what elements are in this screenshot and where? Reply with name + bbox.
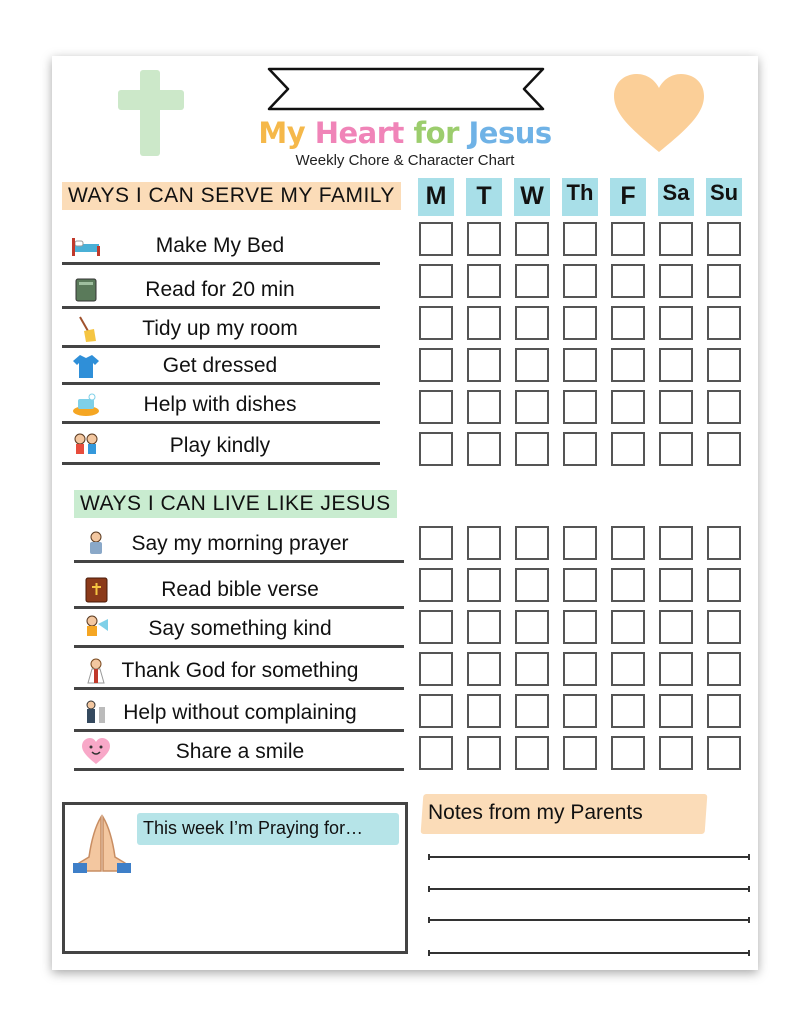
- jesus-row-divider: [74, 645, 404, 648]
- family-checkbox[interactable]: [515, 390, 549, 424]
- family-row-label: Get dressed: [162, 354, 278, 377]
- jesus-checkbox[interactable]: [659, 526, 693, 560]
- page-title: [52, 116, 758, 150]
- family-checkbox[interactable]: [707, 390, 741, 424]
- jesus-checkbox[interactable]: [563, 736, 597, 770]
- megaphone-child-icon: [82, 615, 108, 641]
- family-checkbox[interactable]: [659, 222, 693, 256]
- family-checkbox[interactable]: [563, 348, 597, 382]
- family-checkbox[interactable]: [467, 390, 501, 424]
- jesus-checkbox[interactable]: [419, 610, 453, 644]
- family-checkbox[interactable]: [659, 348, 693, 382]
- family-checkbox[interactable]: [611, 264, 645, 298]
- jesus-checkbox[interactable]: [659, 652, 693, 686]
- family-checkbox[interactable]: [419, 390, 453, 424]
- jesus-checkbox[interactable]: [563, 694, 597, 728]
- book-icon: [72, 276, 98, 302]
- jesus-checkbox[interactable]: [515, 568, 549, 602]
- jesus-checkbox[interactable]: [611, 610, 645, 644]
- family-checkbox[interactable]: [611, 390, 645, 424]
- ribbon-banner: [266, 66, 546, 112]
- family-checkbox[interactable]: [419, 222, 453, 256]
- notes-line[interactable]: [428, 919, 750, 921]
- jesus-row-label: Thank God for something: [121, 659, 359, 682]
- jesus-checkbox[interactable]: [707, 736, 741, 770]
- family-checkbox[interactable]: [515, 222, 549, 256]
- notes-line[interactable]: [428, 952, 750, 954]
- helping-child-icon: [82, 699, 108, 725]
- family-checkbox[interactable]: [467, 222, 501, 256]
- day-header-f: F: [610, 178, 646, 216]
- jesus-checkbox[interactable]: [563, 568, 597, 602]
- family-checkbox[interactable]: [611, 348, 645, 382]
- family-row-divider: [62, 345, 380, 348]
- jesus-icon: [82, 657, 108, 683]
- jesus-checkbox[interactable]: [611, 568, 645, 602]
- smiling-heart-icon: [82, 738, 108, 764]
- family-checkbox[interactable]: [707, 432, 741, 466]
- title-word: Heart: [314, 116, 404, 150]
- day-header-m: M: [418, 178, 454, 216]
- family-row-divider: [62, 462, 380, 465]
- day-header-t: T: [466, 178, 502, 216]
- family-checkbox[interactable]: [515, 432, 549, 466]
- family-row-divider: [62, 421, 380, 424]
- jesus-checkbox[interactable]: [563, 610, 597, 644]
- family-row-label: Tidy up my room: [142, 317, 298, 340]
- family-row-label: Read for 20 min: [145, 278, 295, 301]
- jesus-checkbox[interactable]: [467, 652, 501, 686]
- jesus-checkbox[interactable]: [611, 526, 645, 560]
- jesus-row-divider: [74, 729, 404, 732]
- family-checkbox[interactable]: [611, 306, 645, 340]
- family-row-divider: [62, 262, 380, 265]
- family-checkbox[interactable]: [659, 390, 693, 424]
- jesus-section-heading: WAYS I CAN LIVE LIKE JESUS: [74, 490, 397, 518]
- jesus-checkbox[interactable]: [563, 652, 597, 686]
- family-checkbox[interactable]: [707, 348, 741, 382]
- dishes-icon: [72, 391, 98, 417]
- jesus-checkbox[interactable]: [707, 568, 741, 602]
- family-checkbox[interactable]: [707, 264, 741, 298]
- notes-line[interactable]: [428, 856, 750, 858]
- jesus-checkbox[interactable]: [611, 652, 645, 686]
- family-section-heading: WAYS I CAN SERVE MY FAMILY: [62, 182, 401, 210]
- jesus-checkbox[interactable]: [467, 610, 501, 644]
- family-row-divider: [62, 306, 380, 309]
- family-checkbox[interactable]: [419, 264, 453, 298]
- family-checkbox[interactable]: [659, 264, 693, 298]
- jesus-row-label: Help without complaining: [123, 701, 357, 724]
- jesus-row-divider: [74, 687, 404, 690]
- family-checkbox[interactable]: [467, 348, 501, 382]
- family-checkbox[interactable]: [563, 222, 597, 256]
- broom-icon: [72, 315, 98, 341]
- jesus-checkbox[interactable]: [515, 610, 549, 644]
- jesus-row-label: Share a smile: [175, 740, 305, 763]
- jesus-checkbox[interactable]: [467, 736, 501, 770]
- jesus-checkbox[interactable]: [707, 610, 741, 644]
- jesus-row-label: Say something kind: [148, 617, 332, 640]
- jesus-checkbox[interactable]: [659, 568, 693, 602]
- family-checkbox[interactable]: [563, 390, 597, 424]
- notes-label: Notes from my Parents: [428, 801, 643, 824]
- jesus-checkbox[interactable]: [467, 526, 501, 560]
- jesus-checkbox[interactable]: [707, 652, 741, 686]
- family-checkbox[interactable]: [515, 348, 549, 382]
- jesus-checkbox[interactable]: [467, 694, 501, 728]
- family-checkbox[interactable]: [707, 222, 741, 256]
- jesus-checkbox[interactable]: [419, 652, 453, 686]
- family-checkbox[interactable]: [611, 222, 645, 256]
- jesus-checkbox[interactable]: [467, 568, 501, 602]
- jesus-checkbox[interactable]: [515, 694, 549, 728]
- family-checkbox[interactable]: [707, 306, 741, 340]
- jesus-checkbox[interactable]: [707, 694, 741, 728]
- family-checkbox[interactable]: [419, 306, 453, 340]
- notes-line[interactable]: [428, 888, 750, 890]
- family-row-divider: [62, 382, 380, 385]
- family-checkbox[interactable]: [659, 432, 693, 466]
- family-row-label: Help with dishes: [143, 393, 297, 416]
- title-word: [305, 116, 315, 150]
- family-checkbox[interactable]: [563, 264, 597, 298]
- jesus-checkbox[interactable]: [515, 652, 549, 686]
- prayer-box[interactable]: [62, 802, 408, 954]
- title-word: for: [413, 116, 459, 150]
- shirt-icon: [72, 352, 98, 378]
- jesus-checkbox[interactable]: [659, 610, 693, 644]
- day-header-w: W: [514, 178, 550, 216]
- family-checkbox[interactable]: [419, 348, 453, 382]
- day-header-su: Su: [706, 178, 742, 216]
- title-word: My: [258, 116, 306, 150]
- jesus-checkbox[interactable]: [515, 526, 549, 560]
- jesus-checkbox[interactable]: [563, 526, 597, 560]
- family-checkbox[interactable]: [611, 432, 645, 466]
- jesus-row-divider: [74, 606, 404, 609]
- jesus-checkbox[interactable]: [611, 694, 645, 728]
- jesus-checkbox[interactable]: [419, 568, 453, 602]
- title-word: [404, 116, 414, 150]
- page-subtitle: Weekly Chore & Character Chart: [295, 152, 515, 169]
- jesus-checkbox[interactable]: [659, 736, 693, 770]
- jesus-checkbox[interactable]: [419, 694, 453, 728]
- day-header-sa: Sa: [658, 178, 694, 216]
- family-checkbox[interactable]: [467, 306, 501, 340]
- jesus-row-label: Say my morning prayer: [131, 532, 349, 555]
- chart-sheet: [52, 56, 758, 970]
- family-checkbox[interactable]: [659, 306, 693, 340]
- jesus-checkbox[interactable]: [419, 736, 453, 770]
- jesus-row-divider: [74, 768, 404, 771]
- family-checkbox[interactable]: [515, 306, 549, 340]
- family-checkbox[interactable]: [419, 432, 453, 466]
- family-checkbox[interactable]: [563, 432, 597, 466]
- jesus-checkbox[interactable]: [611, 736, 645, 770]
- family-row-label: Play kindly: [169, 434, 271, 457]
- prayer-label: This week I’m Praying for…: [143, 818, 364, 838]
- bed-icon: [72, 232, 98, 258]
- jesus-checkbox[interactable]: [707, 526, 741, 560]
- jesus-row-label: Read bible verse: [161, 578, 319, 601]
- family-row-label: Make My Bed: [155, 234, 285, 257]
- title-word: Jesus: [468, 116, 552, 150]
- praying-hands-icon: [71, 813, 133, 873]
- jesus-row-divider: [74, 560, 404, 563]
- family-checkbox[interactable]: [515, 264, 549, 298]
- jesus-checkbox[interactable]: [515, 736, 549, 770]
- praying-child-icon: [82, 530, 108, 556]
- jesus-checkbox[interactable]: [419, 526, 453, 560]
- family-checkbox[interactable]: [467, 432, 501, 466]
- bible-icon: [82, 576, 108, 602]
- family-checkbox[interactable]: [467, 264, 501, 298]
- day-header-th: Th: [562, 178, 598, 216]
- family-checkbox[interactable]: [563, 306, 597, 340]
- jesus-checkbox[interactable]: [659, 694, 693, 728]
- kids-icon: [72, 432, 98, 458]
